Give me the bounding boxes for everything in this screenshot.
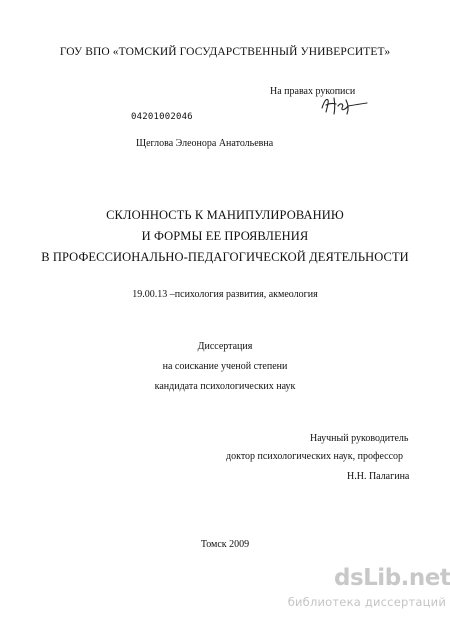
thesis-title-line-1: СКЛОННОСТЬ К МАНИПУЛИРОВАНИЮ	[106, 208, 344, 222]
specialty-code: 19.00.13 –психология развития, акмеология	[132, 289, 318, 300]
supervisor-name: Н.Н. Палагина	[347, 471, 410, 482]
registration-number: 04201002046	[131, 112, 193, 122]
university-name: ГОУ ВПО «ТОМСКИЙ ГОСУДАРСТВЕННЫЙ УНИВЕРСИТЕТ»	[59, 46, 391, 58]
city-year: Томск 2009	[200, 539, 250, 550]
manuscript-rights-note: На правах рукописи	[270, 86, 356, 97]
handwritten-signature	[318, 92, 370, 118]
author-name: Щеглова Элеонора Анатольевна	[136, 138, 274, 149]
supervisor-degree: доктор психологических наук, профессор	[226, 451, 404, 462]
thesis-title-line-2: И ФОРМЫ ЕЕ ПРОЯВЛЕНИЯ	[141, 229, 309, 243]
supervisor-role: Научный руководитель	[310, 433, 409, 444]
degree-name: кандидата психологических наук	[154, 381, 296, 392]
thesis-title-line-3: В ПРОФЕССИОНАЛЬНО-ПЕДАГОГИЧЕСКОЙ ДЕЯТЕЛЬНОСТИ	[41, 250, 409, 264]
dslib-watermark	[262, 565, 448, 613]
watermark-subtitle: библиотека диссертаций	[287, 595, 446, 609]
watermark-logo: dsLib.net	[334, 565, 450, 591]
dissertation-label: Диссертация	[197, 341, 253, 352]
degree-purpose: на соискание ученой степени	[162, 361, 288, 372]
